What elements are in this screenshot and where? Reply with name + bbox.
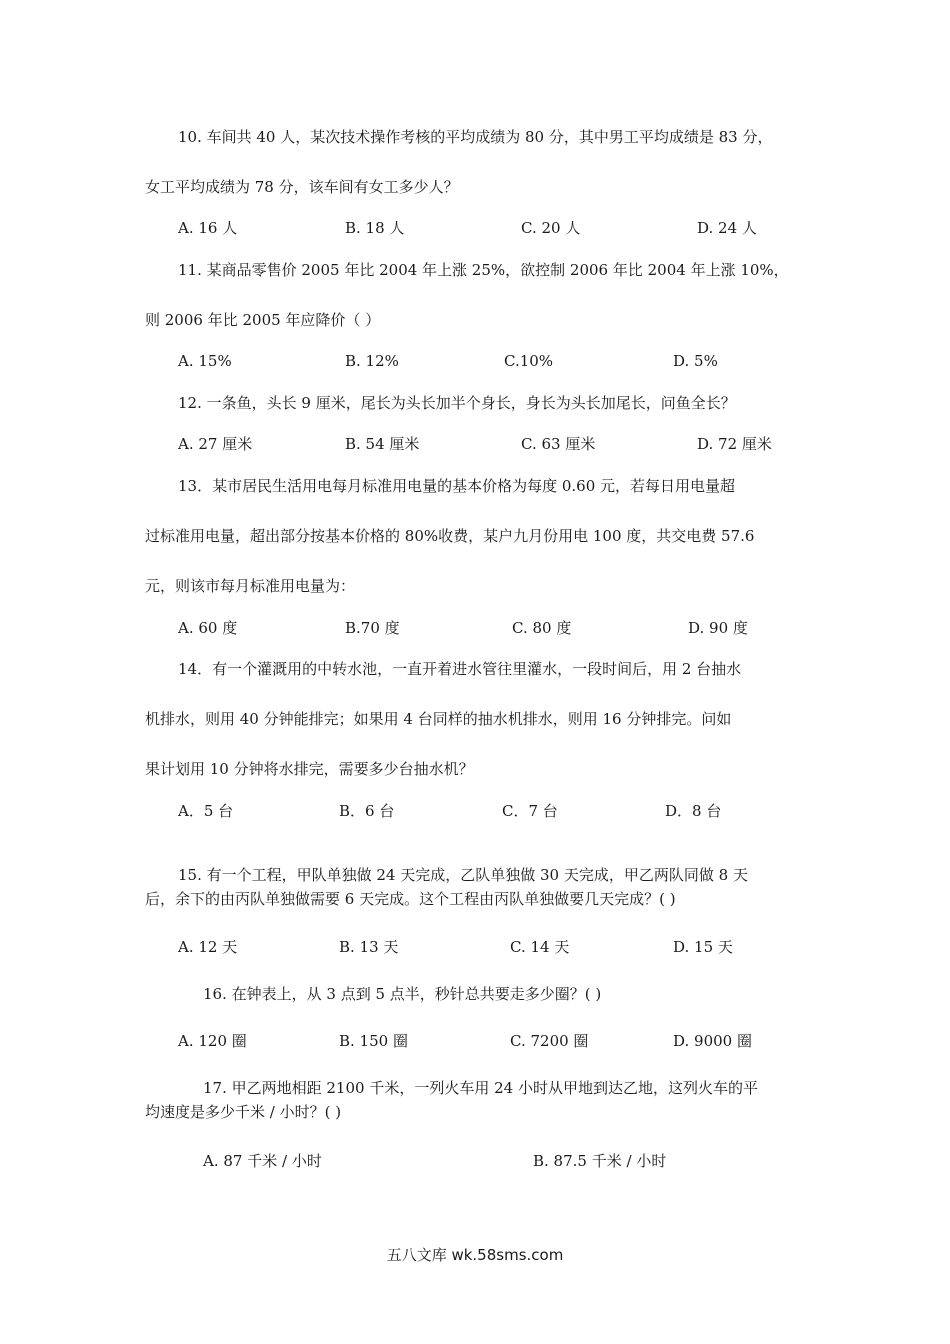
- question-text-line: 元，则该市每月标准用电量为：: [145, 577, 356, 595]
- option-a: A. 27 厘米: [178, 435, 253, 453]
- option-a: A．5 台: [178, 802, 234, 820]
- option-c: C. 14 天: [510, 938, 570, 956]
- option-b: B.70 度: [345, 619, 400, 637]
- option-c: C. 7200 圈: [510, 1032, 589, 1050]
- option-d: D. 5%: [673, 352, 718, 370]
- question-text-line: 过标准用电量，超出部分按基本价格的 80%收费，某户九月份用电 100 度，共交电费 57.6: [145, 527, 755, 545]
- option-b: B. 87.5 千米 / 小时: [533, 1152, 667, 1170]
- option-c: C．7 台: [502, 802, 558, 820]
- option-d: D. 24 人: [697, 219, 757, 237]
- question-text-line: 15. 有一个工程，甲队单独做 24 天完成，乙队单独做 30 天完成，甲乙两队同做 8 天: [178, 866, 748, 884]
- option-b: B. 18 人: [345, 219, 405, 237]
- option-a: A. 87 千米 / 小时: [203, 1152, 322, 1170]
- option-d: D. 90 度: [688, 619, 748, 637]
- question-text-line: 16. 在钟表上，从 3 点到 5 点半，秒针总共要走多少圈？( ): [203, 985, 602, 1003]
- question-text-line: 11. 某商品零售价 2005 年比 2004 年上涨 25%，欲控制 2006 年比 2004 年上涨 10%，: [178, 261, 789, 279]
- option-b: B．6 台: [339, 802, 395, 820]
- question-text-line: 果计划用 10 分钟将水排完，需要多少台抽水机？: [145, 760, 474, 778]
- question-text-line: 女工平均成绩为 78 分，该车间有女工多少人？: [145, 178, 459, 196]
- question-text-line: 12. 一条鱼，头长 9 厘米，尾长为头长加半个身长，身长为头长加尾长，问鱼全长？: [178, 394, 736, 412]
- option-b: B. 150 圈: [339, 1032, 408, 1050]
- option-c: C.10%: [504, 352, 554, 370]
- question-text-line: 13．某市居民生活用电每月标准用电量的基本价格为每度 0.60 元，若每日用电量超: [178, 477, 736, 495]
- question-text-line: 则 2006 年比 2005 年应降价（ ）: [145, 311, 381, 329]
- option-a: A. 12 天: [178, 938, 238, 956]
- option-d: D. 72 厘米: [697, 435, 772, 453]
- option-c: C. 80 度: [512, 619, 572, 637]
- question-text-line: 后，余下的由丙队单独做需要 6 天完成。这个工程由丙队单独做要几天完成？( ): [145, 890, 676, 908]
- question-text-line: 均速度是多少千米 / 小时？( ): [145, 1103, 342, 1121]
- option-c: C. 20 人: [521, 219, 581, 237]
- question-text-line: 机排水，则用 40 分钟能排完；如果用 4 台同样的抽水机排水，则用 16 分钟排完。问如: [145, 710, 732, 728]
- option-b: B. 13 天: [339, 938, 399, 956]
- option-a: A. 15%: [178, 352, 232, 370]
- option-c: C. 63 厘米: [521, 435, 596, 453]
- footer-watermark: 五八文库 wk.58sms.com: [386, 1246, 564, 1264]
- option-a: A. 120 圈: [178, 1032, 247, 1050]
- option-d: D. 9000 圈: [673, 1032, 752, 1050]
- option-d: D．8 台: [665, 802, 722, 820]
- question-text-line: 14．有一个灌溉用的中转水池，一直开着进水管往里灌水，一段时间后，用 2 台抽水: [178, 660, 742, 678]
- option-d: D. 15 天: [673, 938, 733, 956]
- option-a: A. 16 人: [178, 219, 238, 237]
- option-a: A. 60 度: [178, 619, 238, 637]
- question-text-line: 17. 甲乙两地相距 2100 千米，一列火车用 24 小时从甲地到达乙地，这列火车的平: [203, 1079, 758, 1097]
- option-b: B. 12%: [345, 352, 399, 370]
- option-b: B. 54 厘米: [345, 435, 420, 453]
- question-text-line: 10. 车间共 40 人，某次技术操作考核的平均成绩为 80 分，其中男工平均成绩是 83 分，: [178, 128, 773, 146]
